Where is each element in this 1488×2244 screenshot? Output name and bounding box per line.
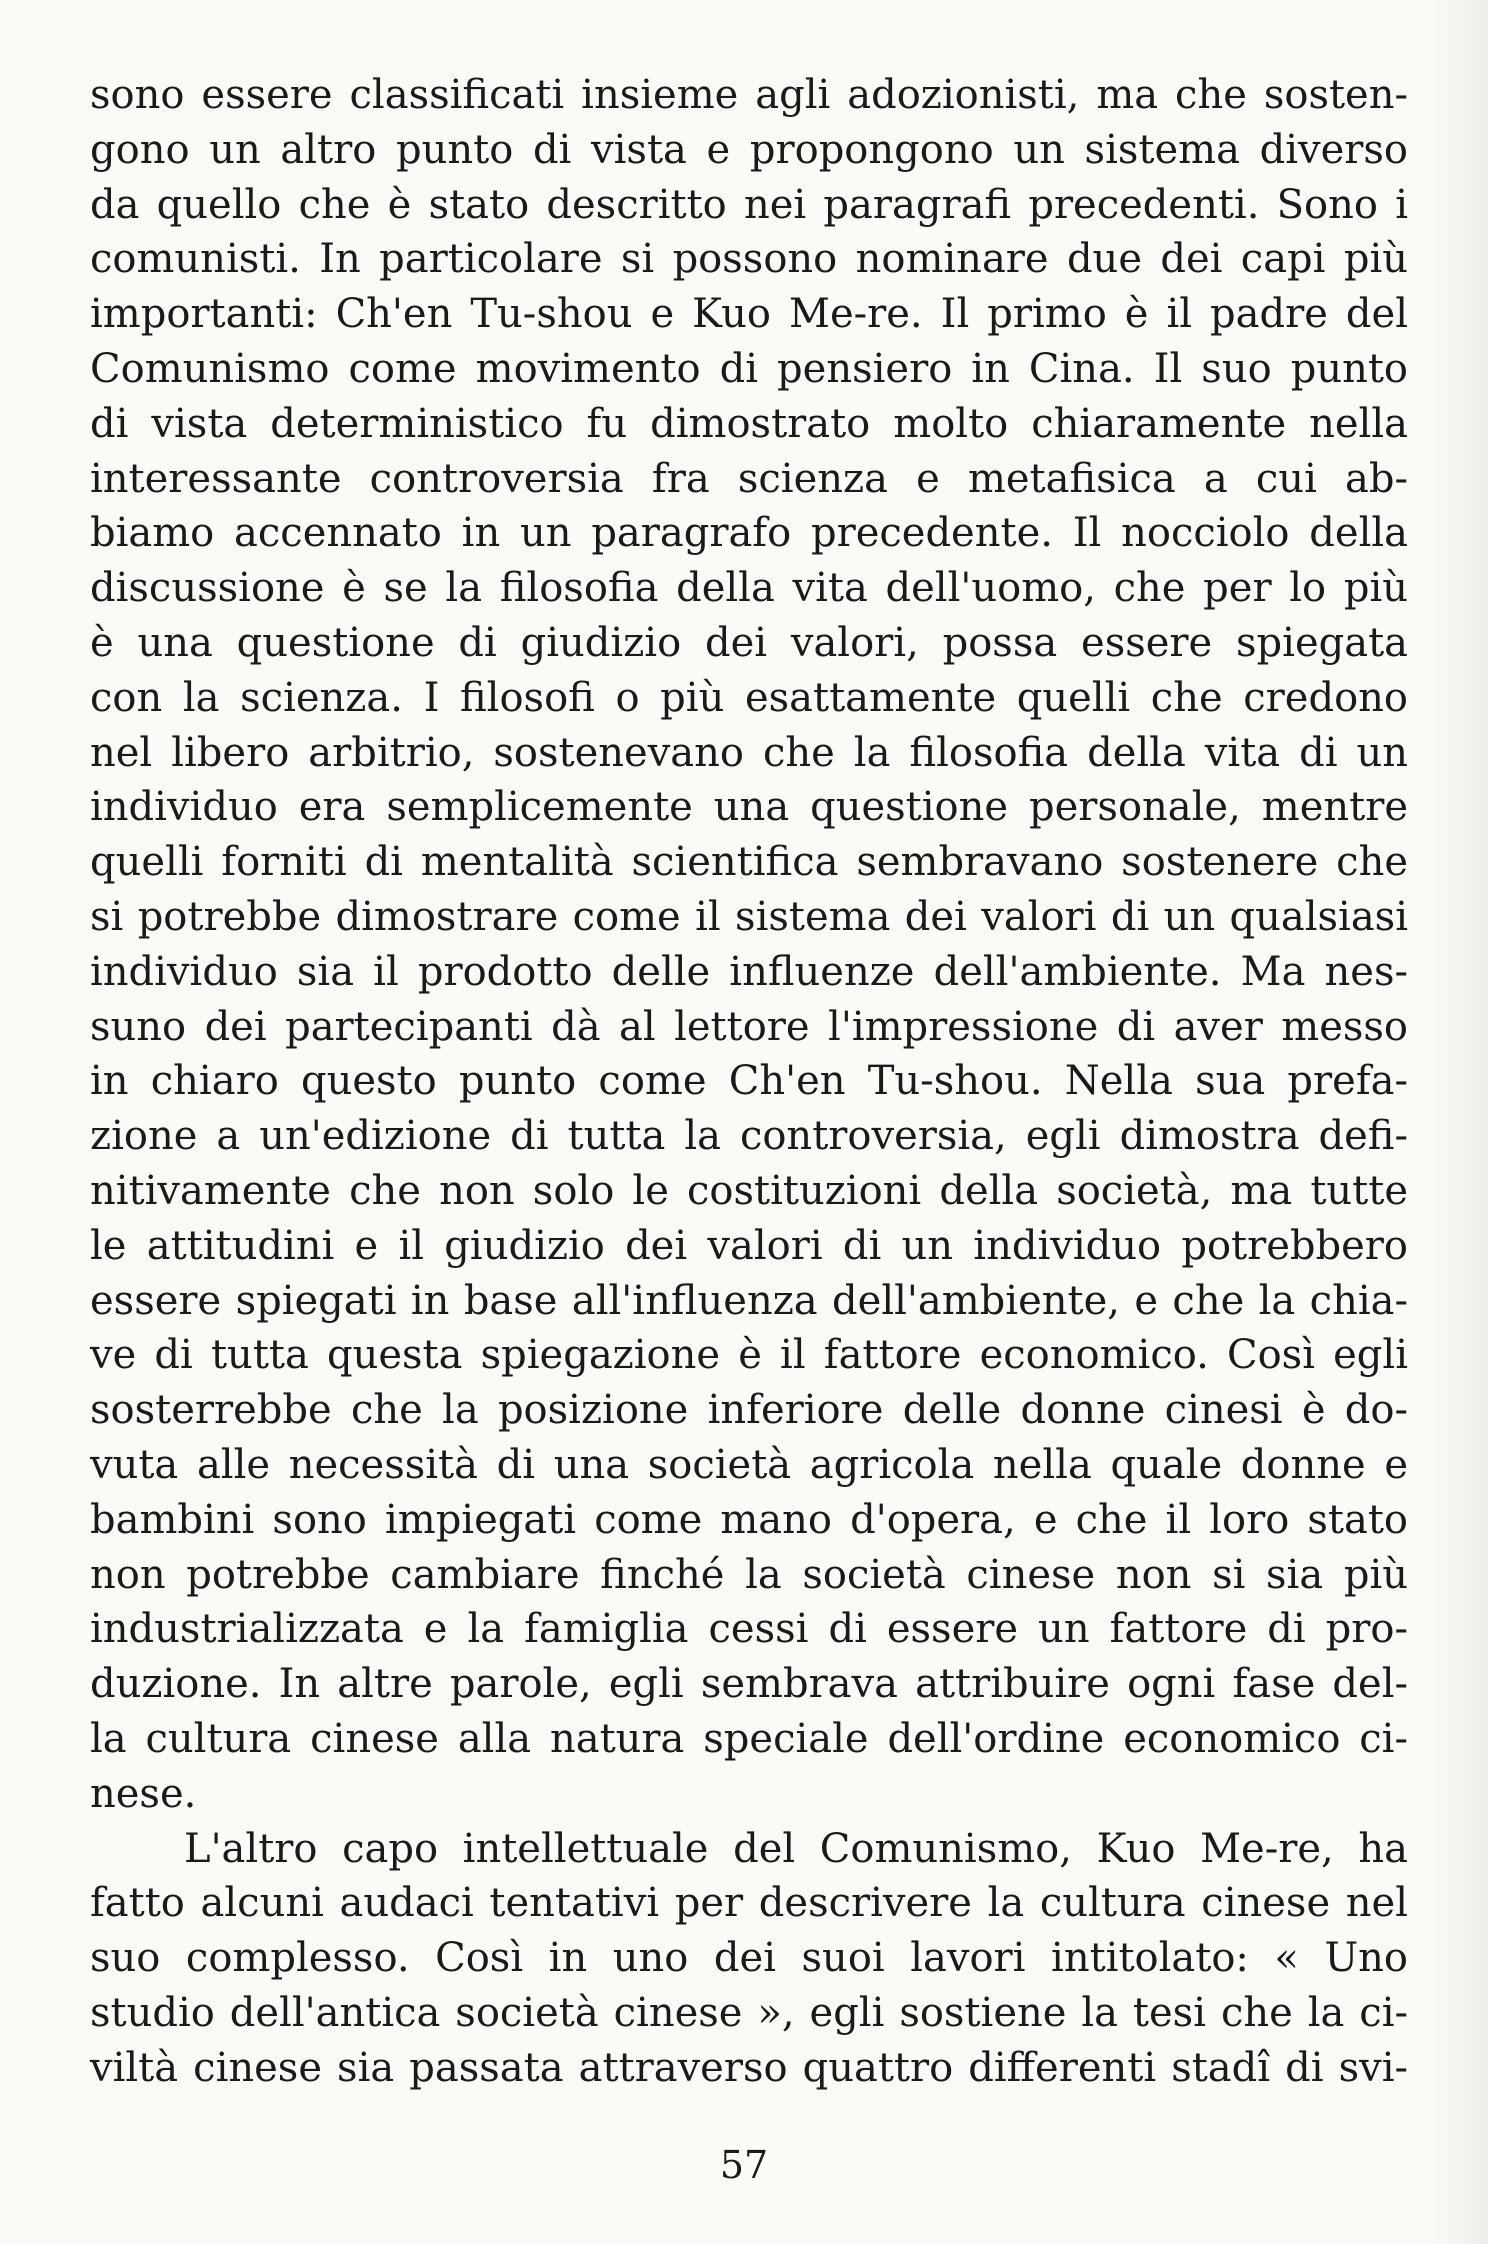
text-line: da quello che è stato descritto nei paragrafi precedenti. Sono i <box>90 181 1408 228</box>
text-line: nitivamente che non solo le costituzioni della società, ma tutte <box>90 1167 1408 1214</box>
text-line: suno dei partecipanti dà al lettore l'impressione di aver messo <box>90 1003 1408 1050</box>
text-line: nese. <box>90 1770 197 1817</box>
text-line: quelli forniti di mentalità scientifica sembravano sostenere che <box>90 839 1408 886</box>
text-line: interessante controversia fra scienza e metafisica a cui ab- <box>90 455 1408 502</box>
text-line: di vista deterministico fu dimostrato molto chiaramente nella <box>90 400 1408 447</box>
text-line: bambini sono impiegati come mano d'opera, e che il loro stato <box>90 1496 1408 1543</box>
text-line: zione a un'edizione di tutta la controversia, egli dimostra defi- <box>90 1113 1408 1160</box>
text-line: discussione è se la filosofia della vita dell'uomo, che per lo più <box>90 565 1408 612</box>
text-line: Comunismo come movimento di pensiero in Cina. Il suo punto <box>90 345 1408 392</box>
page-edge-shadow <box>1428 0 1488 2244</box>
body-text <box>90 68 1408 2095</box>
paragraph-2 <box>90 1822 1408 2096</box>
text-line: comunisti. In particolare si possono nominare due dei capi più <box>90 236 1408 283</box>
text-line: nel libero arbitrio, sostenevano che la filosofia della vita di un <box>90 729 1408 776</box>
text-line: individuo era semplicemente una questione personale, mentre <box>90 784 1408 831</box>
text-line: la cultura cinese alla natura speciale dell'ordine economico ci- <box>90 1715 1408 1762</box>
text-line: è una questione di giudizio dei valori, possa essere spiegata <box>90 619 1408 666</box>
text-line: gono un altro punto di vista e propongono un sistema diverso <box>90 126 1408 173</box>
text-line: vuta alle necessità di una società agricola nella quale donne e <box>90 1441 1408 1488</box>
text-line: ve di tutta questa spiegazione è il fattore economico. Così egli <box>90 1332 1408 1379</box>
text-line: viltà cinese sia passata attraverso quattro differenti stadî di svi- <box>90 2044 1408 2091</box>
text-line: importanti: Ch'en Tu-shou e Kuo Me-re. Il primo è il padre del <box>90 291 1408 338</box>
text-line: sono essere classificati insieme agli adozionisti, ma che sosten- <box>90 72 1408 118</box>
text-line: sosterrebbe che la posizione inferiore delle donne cinesi è do- <box>90 1387 1408 1434</box>
text-line: non potrebbe cambiare finché la società cinese non si sia più <box>90 1551 1408 1598</box>
text-line: fatto alcuni audaci tentativi per descrivere la cultura cinese nel <box>90 1880 1408 1927</box>
text-line: suo complesso. Così in uno dei suoi lavori intitolato: « Uno <box>90 1935 1408 1982</box>
text-line: studio dell'antica società cinese », egli sostiene la tesi che la ci- <box>90 1989 1408 2036</box>
text-line: essere spiegati in base all'influenza dell'ambiente, e che la chia- <box>90 1277 1408 1324</box>
text-line: biamo accennato in un paragrafo precedente. Il nocciolo della <box>90 510 1408 557</box>
text-line: le attitudini e il giudizio dei valori di un individuo potrebbero <box>90 1222 1408 1269</box>
text-line: con la scienza. I filosofi o più esattamente quelli che credono <box>90 674 1408 721</box>
text-line: si potrebbe dimostrare come il sistema dei valori di un qualsiasi <box>90 893 1408 940</box>
text-line: industrializzata e la famiglia cessi di essere un fattore di pro- <box>90 1606 1408 1653</box>
text-line: L'altro capo intellettuale del Comunismo, Kuo Me-re, ha <box>184 1825 1408 1872</box>
text-line: in chiaro questo punto come Ch'en Tu-shou. Nella sua prefa- <box>90 1058 1408 1105</box>
paragraph-1 <box>90 68 1408 1822</box>
text-line: individuo sia il prodotto delle influenze dell'ambiente. Ma nes- <box>90 948 1408 995</box>
page-number: 57 <box>719 2143 769 2187</box>
text-line: duzione. In altre parole, egli sembrava attribuire ogni fase del- <box>90 1661 1408 1708</box>
